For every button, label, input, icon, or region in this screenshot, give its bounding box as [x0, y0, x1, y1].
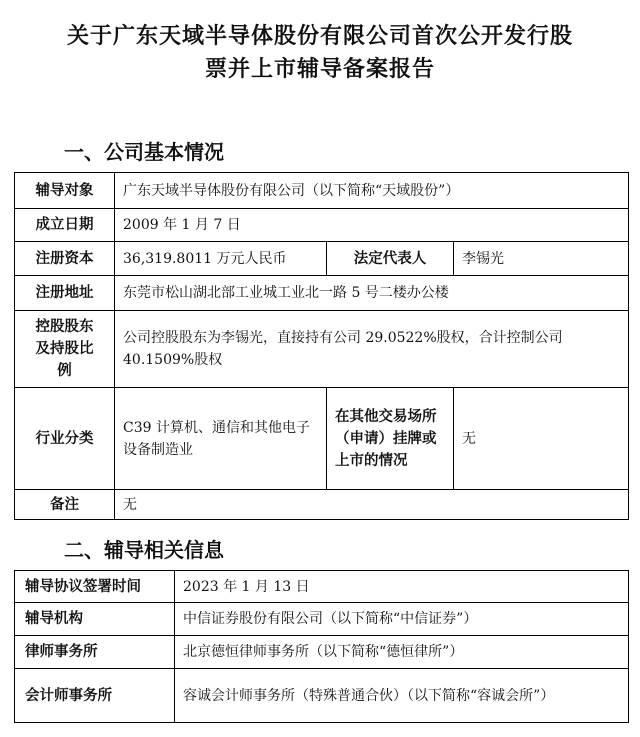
remark-value: 无 — [115, 490, 629, 520]
accounting-firm-value: 容诚会计师事务所（特殊普通合伙）（以下简称“容诚会所”） — [175, 669, 629, 723]
address-label: 注册地址 — [15, 276, 115, 311]
table-row — [15, 669, 629, 723]
accounting-firm-label: 会计师事务所 — [15, 669, 175, 723]
law-firm-label: 律师事务所 — [15, 636, 175, 669]
document-title — [0, 20, 640, 86]
table-row — [15, 311, 629, 388]
agency-label: 辅导机构 — [15, 603, 175, 636]
shareholder-value: 公司控股股东为李锡光，直接持有公司 29.0522%股权，合计控制公司 40.1509%股权 — [115, 311, 629, 388]
section-2-heading: 二、辅导相关信息 — [64, 538, 224, 562]
founded-label: 成立日期 — [15, 209, 115, 242]
table-row — [15, 276, 629, 311]
capital-value: 36,319.8011 万元人民币 — [115, 242, 327, 276]
sign-date-value: 2023 年 1 月 13 日 — [175, 571, 629, 603]
table-row — [15, 571, 629, 603]
table-row — [15, 636, 629, 669]
agency-value: 中信证券股份有限公司（以下简称“中信证券”） — [175, 603, 629, 636]
listing-label: 在其他交易场所（申请）挂牌或上市的情况 — [327, 388, 454, 490]
table-row — [15, 209, 629, 242]
table-row — [15, 173, 629, 209]
table-row — [15, 490, 629, 520]
address-value: 东莞市松山湖北部工业城工业北一路 5 号二楼办公楼 — [115, 276, 629, 311]
listing-value: 无 — [454, 388, 629, 490]
industry-value: C39 计算机、通信和其他电子设备制造业 — [115, 388, 327, 490]
industry-label: 行业分类 — [15, 388, 115, 490]
shareholder-label: 控股股东及持股比例 — [15, 311, 115, 388]
remark-label: 备注 — [15, 490, 115, 520]
table-row — [15, 388, 629, 490]
target-value: 广东天域半导体股份有限公司（以下简称“天域股份”） — [115, 173, 629, 209]
section-1-heading: 一、公司基本情况 — [64, 140, 224, 164]
legal-rep-label: 法定代表人 — [327, 242, 454, 276]
table-row — [15, 242, 629, 276]
legal-rep-value: 李锡光 — [454, 242, 629, 276]
title-line-1: 关于广东天域半导体股份有限公司首次公开发行股 — [66, 24, 573, 49]
tutoring-info-table — [14, 570, 629, 723]
title-line-2: 票并上市辅导备案报告 — [204, 57, 435, 82]
founded-value: 2009 年 1 月 7 日 — [115, 209, 629, 242]
table-row — [15, 603, 629, 636]
company-info-table — [14, 172, 629, 520]
sign-date-label: 辅导协议签署时间 — [15, 571, 175, 603]
law-firm-value: 北京德恒律师事务所（以下简称“德恒律所”） — [175, 636, 629, 669]
capital-label: 注册资本 — [15, 242, 115, 276]
target-label: 辅导对象 — [15, 173, 115, 209]
